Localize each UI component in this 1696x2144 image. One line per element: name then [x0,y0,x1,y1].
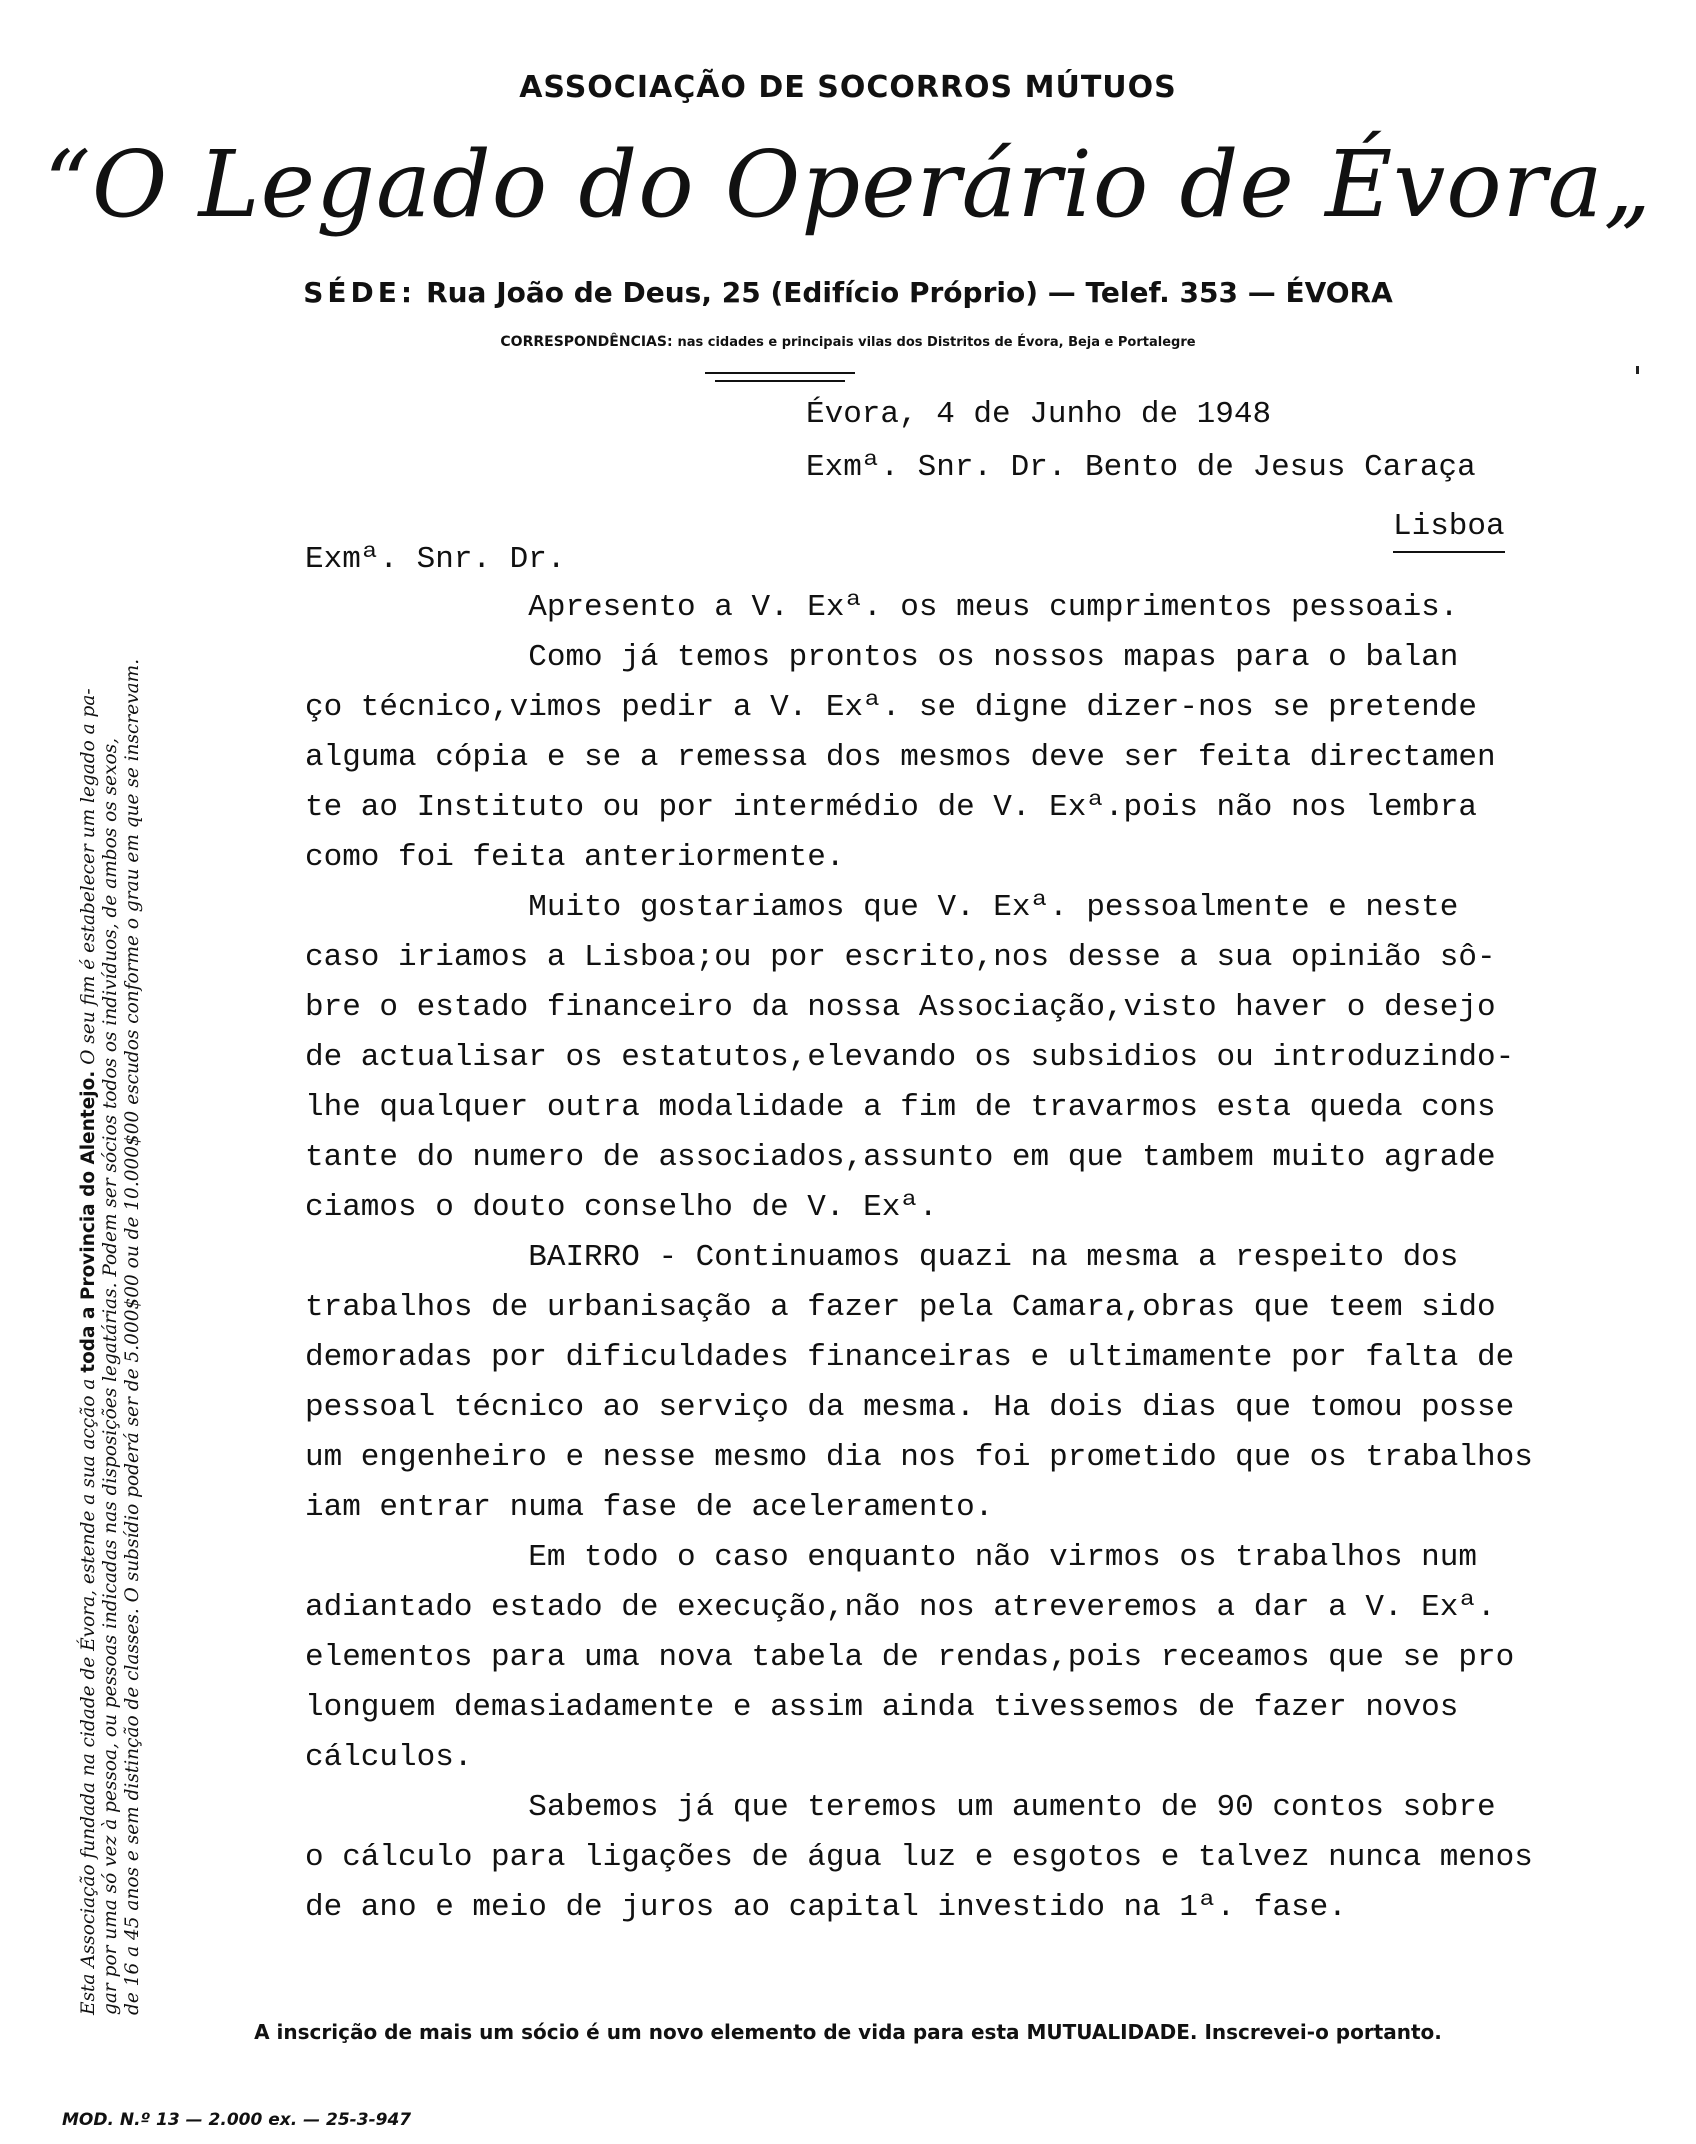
sidebar-line-2: gar por uma só vez à pessoa, ou pessoas indicadas nas disposições legatárias. Podem ser sócios todos os indivíduos, de ambos os sexos, [100,737,121,2015]
letter-line: lhe qualquer outra modalidade a fim de travarmos esta queda cons [305,1090,1496,1125]
letter-line: pessoal técnico ao serviço da mesma. Ha dois dias que tomou posse [305,1390,1515,1425]
letter-line: Em todo o caso enquanto não virmos os trabalhos num [305,1540,1477,1575]
letter-line: cálculos. [305,1740,473,1775]
letter-line: alguma cópia e se a remessa dos mesmos deve ser feita directamen [305,740,1496,775]
letter-line: trabalhos de urbanisação a fazer pela Camara,obras que teem sido [305,1290,1496,1325]
recipient: Exmª. Snr. Dr. Bento de Jesus Caraça [806,450,1476,485]
letter-line: Muito gostariamos que V. Exª. pessoalmente e neste [305,890,1459,925]
letter-line: de actualisar os estatutos,elevando os subsidios ou introduzindo- [305,1040,1515,1075]
vertical-sidebar-text [78,355,228,2015]
divider-rule-secondary [715,380,845,382]
letter-line: ço técnico,vimos pedir a V. Exª. se digne dizer-nos se pretende [305,690,1477,725]
letter-line: BAIRRO - Continuamos quazi na mesma a respeito dos [305,1240,1459,1275]
letter-line: ciamos o douto conselho de V. Exª. [305,1190,938,1225]
recipient-city: Lisboa [1393,507,1505,553]
letter-line: caso iriamos a Lisboa;ou por escrito,nos desse a sua opinião sô- [305,940,1496,975]
footer-slogan: A inscrição de mais um sócio é um novo elemento de vida para esta MUTUALIDADE. Inscrevei-o portanto. [254,2020,1442,2044]
letter-line: elementos para uma nova tabela de rendas,pois receamos que se pro [305,1640,1515,1675]
letter-line: iam entrar numa fase de aceleramento. [305,1490,994,1525]
correspondence-text: nas cidades e principais vilas dos Distritos de Évora, Beja e Portalegre [677,335,1196,350]
seat-address [0,276,1696,309]
salutation: Exmª. Snr. Dr. [305,542,566,577]
letter-line: tante do numero de associados,assunto em que tambem muito agrade [305,1140,1496,1175]
place-date: Évora, 4 de Junho de 1948 [806,397,1272,432]
letter-line: Sabemos já que teremos um aumento de 90 contos sobre [305,1790,1496,1825]
letter-line: demoradas por dificuldades financeiras e ultimamente por falta de [305,1340,1515,1375]
sidebar-line-3: de 16 a 45 anos e sem distinção de classes. O subsídio poderá ser de 5.000$00 ou de 10.000$00 escudos conforme o grau em que se inscrevam. [122,658,143,2015]
correspondence-label: CORRESPONDÊNCIAS: [500,334,673,350]
letter-line: um engenheiro e nesse mesmo dia nos foi prometido que os trabalhos [305,1440,1533,1475]
letter-line: te ao Instituto ou por intermédio de V. Exª.pois não nos lembra [305,790,1477,825]
letter-line: adiantado estado de execução,não nos atreveremos a dar a V. Exª. [305,1590,1496,1625]
letter-line: bre o estado financeiro da nossa Associação,visto haver o desejo [305,990,1496,1025]
letter-line: como foi feita anteriormente. [305,840,845,875]
letter-line: o cálculo para ligações de água luz e esgotos e talvez nunca menos [305,1840,1533,1875]
correspondence-line [0,334,1696,350]
form-code: MOD. N.º 13 — 2.000 ex. — 25-3-947 [62,2110,412,2130]
seat-label: SÉDE: [303,276,417,309]
letter-line: Como já temos prontos os nossos mapas para o balan [305,640,1459,675]
letter-line: de ano e meio de juros ao capital investido na 1ª. fase. [305,1890,1347,1925]
seat-text: Rua João de Deus, 25 (Edifício Próprio) — Telef. 353 — ÉVORA [426,276,1393,309]
letter-line: Apresento a V. Exª. os meus cumprimentos pessoais. [305,590,1459,625]
ink-speck [1636,366,1639,374]
letter-line: longuem demasiadamente e assim ainda tivessemos de fazer novos [305,1690,1459,1725]
sidebar-line-1: Esta Associação fundada na cidade de Évora, estende a sua acção a toda a Provincia do Alentejo. O seu fim é estabelecer um legado a pa- [78,688,99,2015]
association-name: “O Legado do Operário de Évora„ [43,131,1653,238]
divider-rule [705,372,855,374]
association-heading: ASSOCIAÇÃO DE SOCORROS MÚTUOS [519,70,1177,105]
letter-body [305,583,1533,1933]
